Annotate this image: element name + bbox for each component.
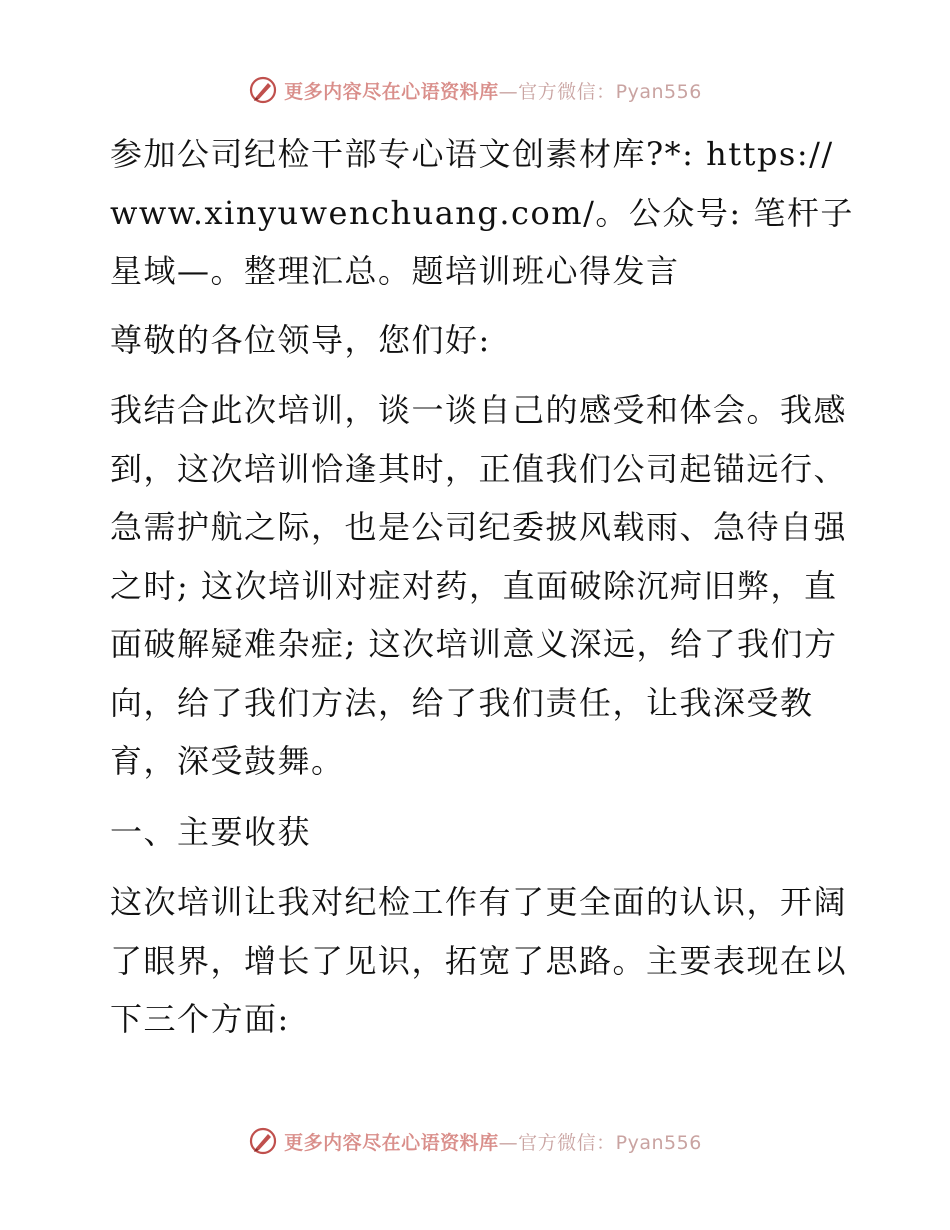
section-title: 一、主要收获 [110, 812, 312, 851]
watermark-footer [0, 1121, 950, 1161]
watermark-header [0, 70, 950, 110]
paragraph-intro: 我结合此次培训，谈一谈自己的感受和体会。我感到，这次培训恰逢其时，正值我们公司起锚远行、急需护航之际，也是公司纪委披风载雨、急待自强之时; 这次培训对症对药，直面破除沉疴旧弊，直面破解疑难杂症; 这次培训意义深远，给了我们方向，给了我们方法，给了我们责任，让我深受教育，深受鼓舞。 [110, 391, 848, 780]
document-header-line: 参加公司纪检干部专心语文创素材库?*: https://www.xinyuwenchuang.com/。公众号: 笔杆子星域—。整理汇总。题培训班心得发言 [110, 135, 854, 290]
pen-logo-icon [248, 75, 278, 105]
document-body [98, 125, 858, 1049]
pen-logo-icon [248, 1126, 278, 1156]
watermark-text: 更多内容尽在心语资料库—官方微信：Pyan556 [284, 1131, 702, 1154]
paragraph-section1: 这次培训让我对纪检工作有了更全面的认识，开阔了眼界，增长了见识，拓宽了思路。主要表现在以下三个方面: [110, 883, 848, 1038]
greeting: 尊敬的各位领导，您们好: [110, 320, 491, 359]
watermark-text: 更多内容尽在心语资料库—官方微信：Pyan556 [284, 80, 702, 103]
